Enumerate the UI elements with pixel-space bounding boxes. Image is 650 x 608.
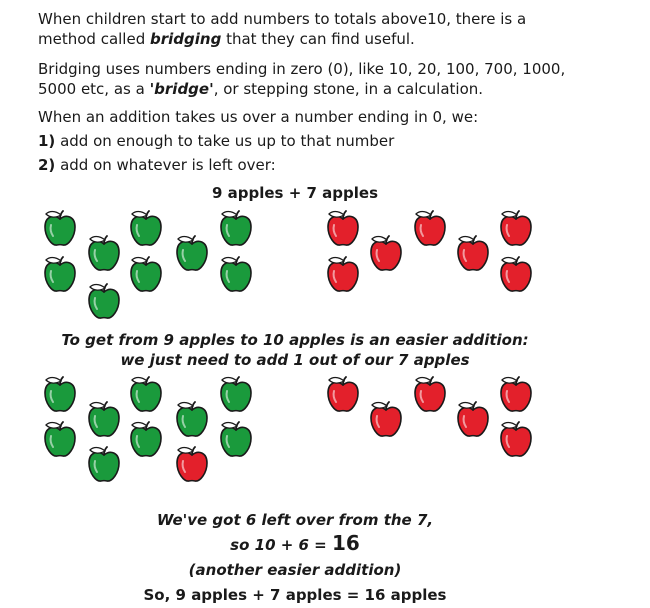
intro-paragraph [38, 9, 526, 49]
red-apple-icon [412, 376, 448, 414]
green-apple-icon [42, 256, 78, 294]
red-apple-icon [325, 210, 361, 248]
green-apple-icon [174, 401, 210, 439]
bridging-term: bridging [150, 30, 222, 48]
green-apple-icon [218, 210, 254, 248]
green-apple-icon [42, 376, 78, 414]
red-apple-icon [498, 210, 534, 248]
green-apple-icon [128, 210, 164, 248]
result-value: 16 [331, 531, 360, 555]
explain-line-1: Bridging uses numbers ending in zero (0), like 10, 20, 100, 700, 1000, [38, 60, 566, 78]
green-apple-icon [86, 446, 122, 484]
step-1: 1) add on enough to take us up to that number [38, 132, 395, 150]
green-apple-icon [86, 283, 122, 321]
green-apple-icon [128, 256, 164, 294]
green-apple-icon [128, 421, 164, 459]
green-apple-icon [42, 421, 78, 459]
result-line-3: (another easier addition) [188, 561, 402, 579]
caption-line-2: we just need to add 1 out of our 7 apples [120, 351, 470, 369]
intro-line-1: When children start to add numbers to totals above10, there is a [38, 10, 527, 28]
red-apple-icon [368, 401, 404, 439]
green-apple-icon [174, 235, 210, 273]
intro-line-2: method called bridging that they can find useful. [38, 30, 415, 48]
heading-equation: 9 apples + 7 apples [211, 184, 378, 202]
result-line-4: So, 9 apples + 7 apples = 16 apples [143, 586, 447, 604]
red-apple-icon [174, 446, 210, 484]
explain-line-2: 5000 etc, as a 'bridge', or stepping stone, in a calculation. [38, 80, 484, 98]
red-apple-icon [412, 210, 448, 248]
red-apple-icon [325, 256, 361, 294]
green-apple-icon [218, 376, 254, 414]
red-apple-icon [498, 256, 534, 294]
rule-text: When an addition takes us over a number ending in 0, we: [38, 108, 479, 126]
explain-paragraph [38, 59, 565, 99]
result-line-2: so 10 + 6 = 16 [230, 531, 360, 555]
red-apple-icon [368, 235, 404, 273]
red-apple-icon [455, 401, 491, 439]
caption-line-1: To get from 9 apples to 10 apples is an easier addition: [61, 331, 529, 349]
green-apple-icon [42, 210, 78, 248]
bridge-term: 'bridge' [149, 80, 214, 98]
red-apple-icon [325, 376, 361, 414]
green-apple-icon [218, 256, 254, 294]
step-2: 2) add on whatever is left over: [38, 156, 276, 174]
result-line-1: We've got 6 left over from the 7, [156, 511, 434, 529]
green-apple-icon [86, 235, 122, 273]
red-apple-icon [498, 376, 534, 414]
green-apple-icon [128, 376, 164, 414]
red-apple-icon [455, 235, 491, 273]
green-apple-icon [86, 401, 122, 439]
green-apple-icon [218, 421, 254, 459]
red-apple-icon [498, 421, 534, 459]
